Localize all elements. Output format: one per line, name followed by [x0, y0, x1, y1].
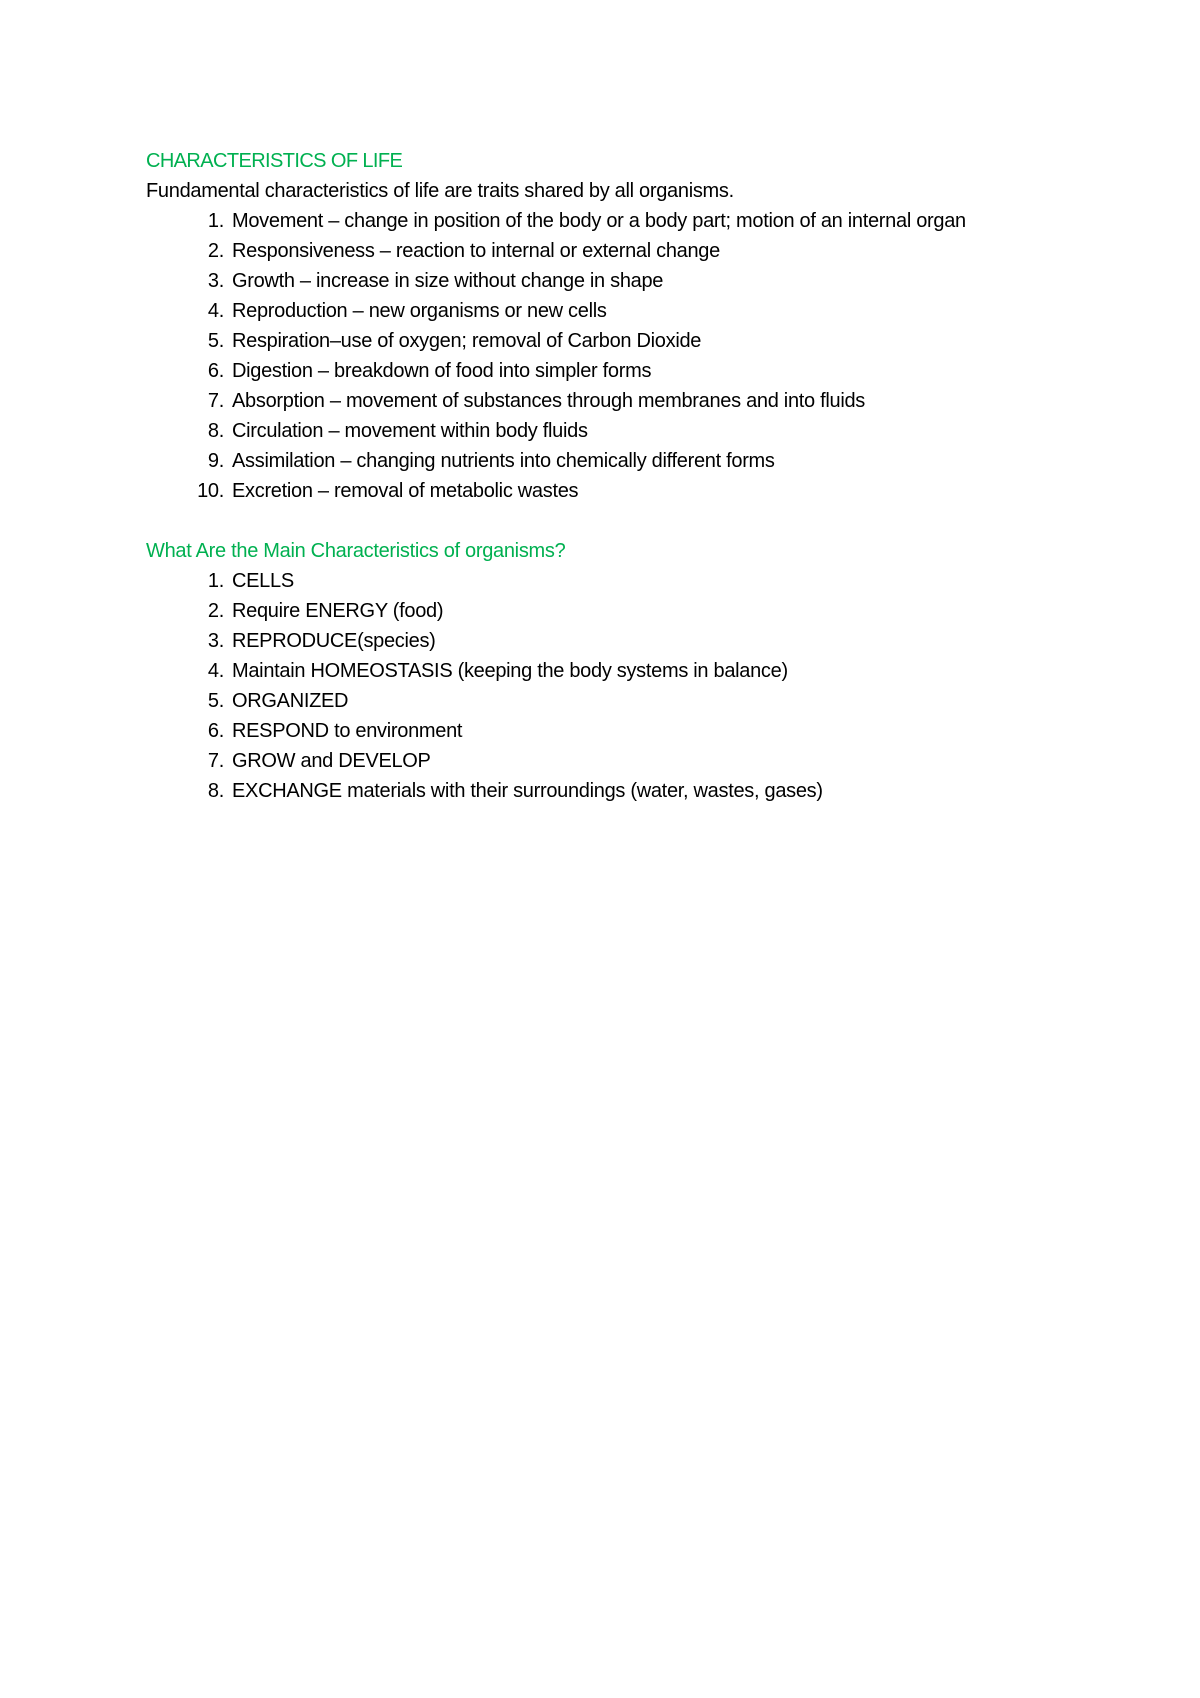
list-item [146, 266, 1046, 296]
list-item-text: Growth – increase in size without change in shape [232, 270, 664, 292]
list-item [146, 446, 1046, 476]
list-item [146, 656, 1046, 686]
list-item-number: 2. [207, 240, 224, 262]
organism-characteristics-list [146, 566, 1046, 806]
list-item-text: Excretion – removal of metabolic wastes [232, 480, 579, 502]
list-item-number: 6. [207, 360, 224, 382]
list-item-number: 4. [207, 660, 224, 682]
list-item [146, 716, 1046, 746]
list-item [146, 386, 1046, 416]
list-item-number: 9. [207, 450, 224, 472]
list-item-text: Reproduction – new organisms or new cells [232, 300, 607, 322]
list-item [146, 416, 1046, 446]
list-item-text: Assimilation – changing nutrients into chemically different forms [232, 450, 775, 472]
list-item-text: Digestion – breakdown of food into simpler forms [232, 360, 652, 382]
section-heading-characteristics-of-life: CHARACTERISTICS OF LIFE [146, 150, 403, 172]
list-item-text: Circulation – movement within body fluids [232, 420, 588, 442]
list-item-text: RESPOND to environment [232, 720, 463, 742]
list-item [146, 686, 1046, 716]
list-item-text: Movement – change in position of the body or a body part; motion of an internal organ [232, 210, 966, 232]
list-item [146, 236, 1046, 266]
list-item-number: 3. [207, 630, 224, 652]
list-item [146, 746, 1046, 776]
list-item-number: 6. [207, 720, 224, 742]
list-item [146, 206, 1046, 236]
list-item-number: 1. [207, 210, 224, 232]
section-heading-main-characteristics: What Are the Main Characteristics of organisms? [146, 540, 566, 562]
list-item-number: 1. [207, 570, 224, 592]
list-item-text: ORGANIZED [232, 690, 349, 712]
list-item-number: 7. [207, 390, 224, 412]
document-body [146, 146, 1046, 806]
list-item-number: 5. [207, 690, 224, 712]
list-item-text: Responsiveness – reaction to internal or external change [232, 240, 720, 262]
list-item-number: 4. [207, 300, 224, 322]
list-item-text: EXCHANGE materials with their surroundings (water, wastes, gases) [232, 780, 823, 802]
list-item-text: Maintain HOMEOSTASIS (keeping the body systems in balance) [232, 660, 788, 682]
list-item-text: CELLS [232, 570, 294, 592]
list-item-number: 7. [207, 750, 224, 772]
list-item-text: Respiration–use of oxygen; removal of Carbon Dioxide [232, 330, 702, 352]
list-item-text: GROW and DEVELOP [232, 750, 431, 772]
list-item [146, 776, 1046, 806]
list-item [146, 476, 1046, 506]
list-item-number: 5. [207, 330, 224, 352]
list-item [146, 296, 1046, 326]
list-item-number: 10. [197, 480, 224, 502]
list-item [146, 596, 1046, 626]
list-item [146, 626, 1046, 656]
characteristics-list [146, 206, 1046, 506]
list-item-number: 3. [207, 270, 224, 292]
intro-paragraph: Fundamental characteristics of life are traits shared by all organisms. [146, 180, 734, 202]
list-item [146, 326, 1046, 356]
list-item [146, 566, 1046, 596]
list-item-text: Require ENERGY (food) [232, 600, 444, 622]
list-item-number: 8. [207, 780, 224, 802]
list-item-number: 8. [207, 420, 224, 442]
list-item [146, 356, 1046, 386]
list-item-text: REPRODUCE(species) [232, 630, 436, 652]
list-item-text: Absorption – movement of substances through membranes and into fluids [232, 390, 866, 412]
list-item-number: 2. [207, 600, 224, 622]
